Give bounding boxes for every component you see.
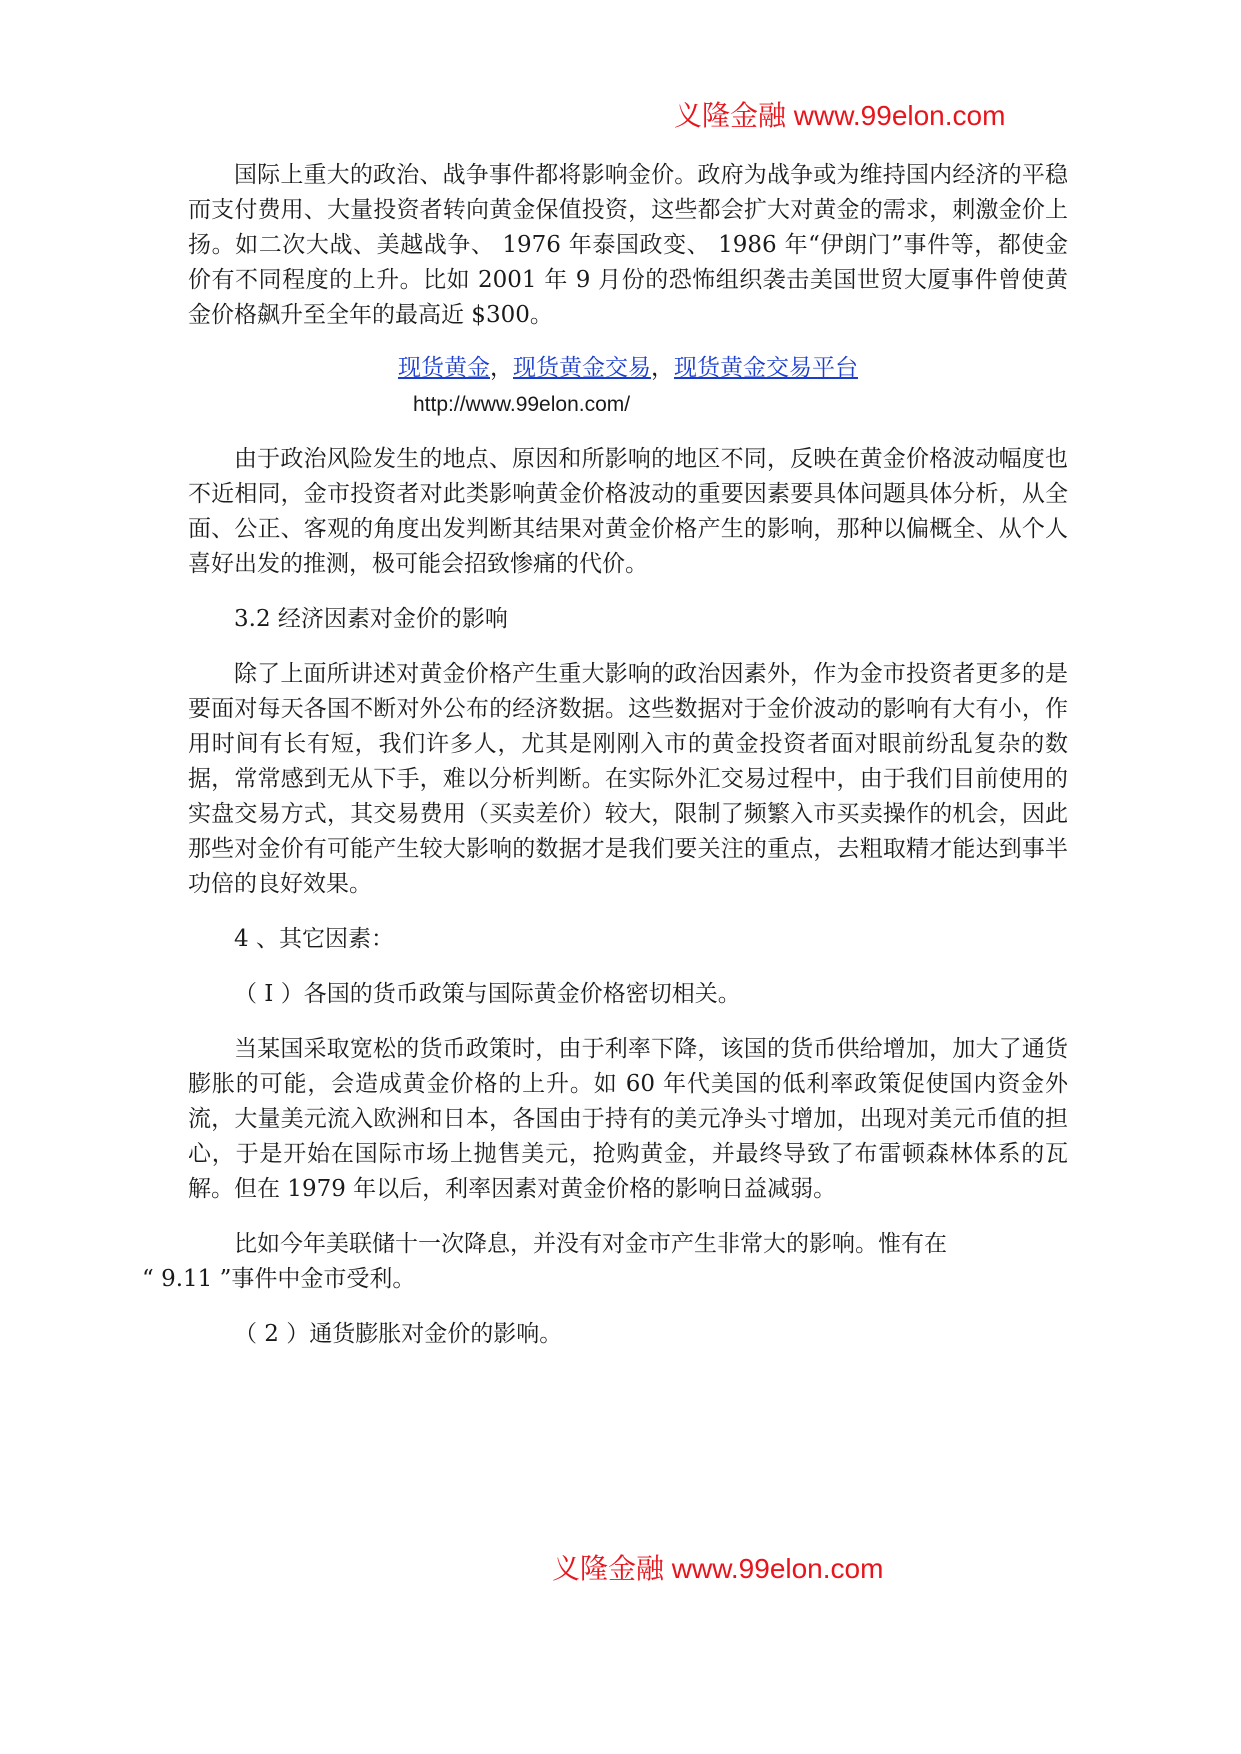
paragraph-economic-data: 除了上面所讲述对黄金价格产生重大影响的政治因素外，作为金市投资者更多的是要面对每天各国不断对外公布的经济数据。这些数据对于金价波动的影响有大有小，作用时间有长有短，我们许多人，尤其是刚刚入市的黄金投资者面对眼前纷乱复杂的数据，常常感到无从下手，难以分析判断。在实际外汇交易过程中，由于我们目前使用的实盘交易方式，其交易费用（买卖差价）较大，限制了频繁入市买卖操作的机会，因此那些对金价有可能产生较大影响的数据才是我们要关注的重点，去粗取精才能达到事半功倍的良好效果。	[188, 661, 1068, 897]
section-heading-3-2: 3.2 经济因素对金价的影响	[234, 606, 508, 632]
link-spot-gold-platform[interactable]: 现货黄金交易平台	[674, 355, 858, 381]
site-url: http://www.99elon.com/	[413, 393, 631, 416]
subheading-inflation: （ 2 ）通货膨胀对金价的影响。	[234, 1321, 563, 1347]
link-separator: ，	[490, 355, 513, 381]
paragraph-monetary-policy: 当某国采取宽松的货币政策时，由于利率下降，该国的货币供给增加，加大了通货膨胀的可能，会造成黄金价格的上升。如 60 年代美国的低利率政策促使国内资金外流，大量美元流入欧洲和日本，各国由于持有的美元净头寸增加，出现对美元币值的担心，于是开始在国际市场上抛售美元，抢购黄金，并最终导致了布雷顿森林体系的瓦解。但在 1979 年以后，利率因素对黄金价格的影响日益减弱。	[188, 1036, 1068, 1202]
paragraph-fed-rate-cuts	[142, 1227, 1068, 1297]
paragraph-political-risk: 由于政治风险发生的地点、原因和所影响的地区不同，反映在黄金价格波动幅度也不近相同，金市投资者对此类影响黄金价格波动的重要因素要具体问题具体分析，从全面、公正、客观的角度出发判断其结果对黄金价格产生的影响，那种以偏概全、从个人喜好出发的推测，极可能会招致惨痛的代价。	[188, 446, 1068, 577]
header-brand: 义隆金融 www.99elon.com	[674, 100, 1006, 131]
document-body	[142, 158, 1068, 1352]
link-separator: ，	[651, 355, 674, 381]
link-spot-gold-trading[interactable]: 现货黄金交易	[513, 355, 651, 381]
link-row	[188, 351, 1068, 386]
fed-rate-cuts-text-cont: “ 9.11 ”事件中金市受利。	[142, 1266, 416, 1292]
link-spot-gold[interactable]: 现货黄金	[398, 355, 490, 381]
footer-brand: 义隆金融 www.99elon.com	[552, 1553, 884, 1584]
section-heading-4: 4 、其它因素：	[234, 926, 394, 952]
paragraph-political-events: 国际上重大的政治、战争事件都将影响金价。政府为战争或为维持国内经济的平稳而支付费用、大量投资者转向黄金保值投资，这些都会扩大对黄金的需求，刺激金价上扬。如二次大战、美越战争、 1976 年泰国政变、 1986 年“伊朗门”事件等，都使金价有不同程度的上升。比如 2001 年 9 月份的恐怖组织袭击美国世贸大厦事件曾使黄金价格飙升至全年的最高近 $300。	[188, 162, 1068, 328]
fed-rate-cuts-text: 比如今年美联储十一次降息，并没有对金市产生非常大的影响。惟有在	[234, 1231, 947, 1257]
subheading-monetary-policy: （ I ）各国的货币政策与国际黄金价格密切相关。	[234, 981, 741, 1007]
